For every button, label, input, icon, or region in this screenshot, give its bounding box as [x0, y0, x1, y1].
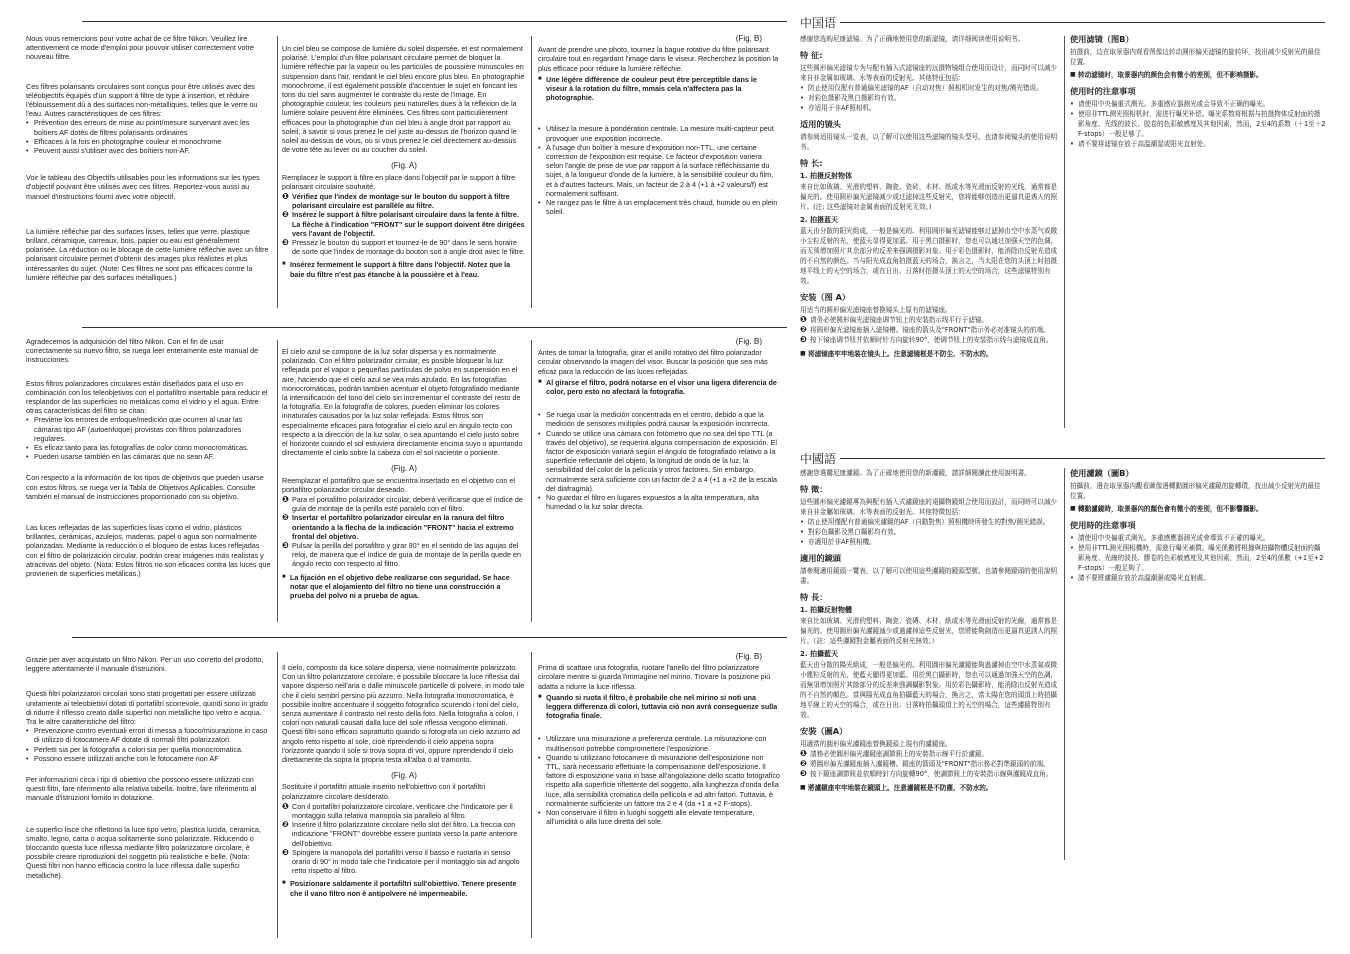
zht-char-heading: 特 長：: [800, 592, 828, 602]
divider-fr: [82, 21, 787, 22]
es-fig-a: (Fig. A): [391, 464, 417, 474]
zhs-mount: 用适当的圆形偏光滤镜座替换镜头上原有的滤镜座。: [800, 306, 952, 314]
fr-col-3: [538, 34, 780, 310]
es-mount-steps: [282, 495, 526, 569]
zhs-c2-heading: 2. 拍摄蓝天: [800, 216, 838, 224]
list-item: • Quando si utilizzano fotocamere di misurazione dell'esposizione non TTL, sarà necessario effettuare la compensazione dell'esposizione. Il fattore di esposizione varia in base all'angolazione dello scatto fotografico rispetto alla superficie riflettente del soggetto, alla lunghezza d'onda della luce, alla sensibilità cromatica della pellicola e ad altri fattori. Tuttavia, è normalmente sufficiente un fattore tra 2 e 4 (da +1 a +2 F-stops).: [546, 753, 780, 808]
zht-use-note: ■ 轉動濾鏡時，取景器內的顏色會有微小的差別，但不影響攝影。: [1070, 504, 1326, 514]
divider-es: [82, 327, 787, 328]
list-item: • 请不要将滤镜存放于高温潮湿或阳光直射处。: [1078, 139, 1326, 149]
list-item: ❶ Vérifiez que l'index de montage sur le bouton du support à filtre polarisant circulaire est parallèle au filtre.: [282, 192, 510, 211]
zht-c2: 藍天由分散的陽光組成，一般是偏光的。利用圓形偏光濾鏡能夠過濾掉由空中水蒸氣或微小塵粒反射的光，使藍天顯得更加藍。用於黑白攝影時，您也可以通過加強天空的色調，而無須增加照片其餘部分的反差來強調攝影對象。用於彩色攝影時，能消除由反射光造成的不自然的顏色。當與陽光成直角拍攝藍天的場合，換言之，當太陽在您的頭頂上時拍攝地平線上的天空的場合，或在日出、日落時拍攝頭頂上的天空的場合，這些濾鏡特別有效。: [800, 661, 1058, 719]
fr-use-note: ■ Une légère différence de couleur peut être perceptible dans le viseur à la rotation du filtre, mmais cela n'affectera pas la photographie.: [538, 75, 780, 103]
list-item: ❶ 請務必使圓形偏光濾鏡座調節鈕上的安裝指示線平行於濾鏡。: [800, 749, 989, 758]
es-desc: Estos filtros polarizadores circulares están diseñados para el uso en combinación con los teleobjetivos con el portafiltro insertable para reducir el resplandor de las superficies no metálicas como el vidrio y el agua. Entre otras características del filtro se citan:: [26, 378, 268, 416]
list-item: ❶ Con il portafiltri polarizzatore circolare, verificare che l'indicatore per il montaggio sulla relativa manopola sia parallelo al filtro.: [282, 801, 513, 821]
fr-features: [26, 118, 271, 155]
list-item: • Pueden usarse también en las cámaras que no sean AF.: [34, 452, 271, 461]
it-mount-note: ■ Posizionare saldamente il portafiltri sull'obiettivo. Tenere presente che il vano filtro non è antipolvere né impermeabile.: [282, 879, 526, 897]
es-use-note: ■ Al girarse el filtro, podrá notarse en el visor una ligera diferencia de color, pero esto no afectará la fotografía.: [538, 378, 780, 396]
fr-mount-steps: [282, 192, 526, 256]
zhs-col-1: [800, 34, 1058, 430]
it-sky: Il cielo, composto da luce solare dispersa, viene normalmente polarizzato. Con un filtro polarizzatore circolare, è possibile bloccare la luce riflessa dal vapore disperso nell'aria o dalle minuscole particelle di polvere, in modo tale che il cielo sembri persino più azzurro. Nella fotografia monocromatica, è possibile inoltre accentuare il soggetto fotografico scurendo i toni del cielo, senza aumentare il contrasto nel resto della foto. Nella fotografia a colori, i colori non naturali causati dalla luce del sole riflessa vengono eliminati. Questi filtri sono efficaci soprattutto quando si fotografa un cielo azzurro ad angolo retto rispetto al sole, cioè riprendendo il cielo appena sopra l'orizzonte quando il sole si trova sopra di voi, oppure riprendendo il cielo direttamente da sopra la propria testa all'alba o al tramonto.: [282, 663, 525, 765]
fr-fig-b: (Fig. B): [735, 34, 762, 43]
zhs-mount-note: ■ 将滤镜座牢牢地装在镜头上。注意滤镜框是不防尘、不防水的。: [800, 349, 1058, 359]
it-cautions: [538, 734, 780, 826]
it-use-intro: Prima di scattare una fotografia, ruotare l'anello del filtro polarizzatore circolare mentre si guarda l'immagine nel mirino. Trovare la posizione più adatta a ridurre la luce riflessa.: [538, 663, 771, 691]
fr-use-intro: Avant de prendre une photo, tournez la bague rotative du filtre polarisant circulaire tout en regardant l'image dans le viseur. Recherchez la position la plus efficace pour réduire la lumière réfléchie.: [538, 45, 779, 73]
list-item: • Non conservare il filtro in luoghi soggetti alle elevate temperature, all'umidità o alla luce diretta del sole.: [546, 808, 780, 826]
step-3-icon: ❸: [282, 238, 289, 248]
step-1-icon: ❶: [800, 749, 807, 758]
list-item: • Se ruega usar la medición concentrada en el centro, debido a que la medición de sensores múltiples podrá causar la exposición incorrecta.: [546, 410, 780, 428]
zht-c1: 來自比如玻璃、光滑的塑料、陶瓷、瓷磚、木材、紙或水等光滑面反射的光線，通常都是偏光的。使用圓形偏光濾鏡減少或過濾掉這些反射光，您將能夠創造出更逼真更誘人的照片。（註：這些濾鏡對金屬表面的反射光無效。）: [800, 617, 1058, 645]
step-3-icon: ❸: [800, 335, 807, 344]
zht-feat-list: [800, 517, 1058, 547]
list-item: • 請不要將濾鏡存放於高溫潮濕或陽光直射處。: [1078, 573, 1326, 583]
es-intro: Agradecemos la adquisición del filtro Nikon. Con el fin de usar correctamente su nuevo filtro, se ruega leer enteramente este manual de instrucciones.: [26, 337, 259, 365]
col-sep: [531, 36, 532, 308]
fr-cautions: [538, 124, 780, 216]
it-desc: Questi filtri polarizzatori circolari sono stati progettati per essere utilizzati unitamente ai teleobiettivi dotati di portafiltri scorrevole, quindi sono in grado di ridurre il riflesso creato dalle superfici non metalliche tipo vetro e acqua. Tra le altre caratteristiche del filtro:: [26, 689, 268, 727]
list-item: • Possono essere utilizzati anche con le fotocamere non AF: [34, 754, 271, 763]
list-item: • Efficaces à la fois en photographie couleur et monochrome: [34, 137, 271, 146]
col-sep: [277, 652, 278, 938]
es-lens-info: Con respecto a la información de los tipos de objetivos que pueden usarse con estos filtros, se ruega ver la Tabla de Objetivos Aplicables. Consulte también el manual de instrucciones proporcionado con su objetivo.: [26, 473, 264, 501]
it-use-note: ■ Quando si ruota il filtro, è probabile che nel mirino si noti una leggera differenza di colori, tuttavia ciò non avrà conseguenze sulla fotografia finale.: [538, 693, 780, 721]
step-1-icon: ❶: [282, 495, 289, 505]
zhs-use-note: ■ 转动滤镜时，取景器内的颜色会有微小的差别，但不影响摄影。: [1070, 70, 1326, 80]
it-fig-a: (Fig. A): [391, 771, 417, 781]
zht-feat: 這些圓形偏光濾鏡專為與配有插入式濾鏡座的遠攝物鏡組合使用而設計，而同時可以減少來自非金屬如玻璃、水等表面的反射光。其他特徵包括：: [800, 498, 1058, 516]
list-item: • 亦適用於非AF照相機。: [808, 537, 1058, 547]
step-3-icon: ❸: [800, 769, 807, 778]
es-reflection: Las luces reflejadas de las superficies lisas como el vidrio, plásticos brillantes, cerámicas, azulejos, maderas, papel o agua son normalmente polarizadas. Mediante la reducción o el bloqueo de estas luces reflejadas con el filtro de polarización circular, podrán crear imágenes más realistas y atractivas del objeto. (Nota: Estos filtros no son eficaces contra las luces que provienen de superficies metálicas.): [26, 523, 271, 579]
list-item: • 亦适用于非AF照相机。: [808, 103, 1058, 113]
zhs-feat: 这些圆形偏光滤镜专为与配有插入式滤镜座的远摄物镜组合使用而设计，而同时可以减少来自非金属如玻璃、水等表面的反射光。其他特征包括：: [800, 64, 1058, 82]
zhs-c1: 来自比如玻璃、光滑的塑料、陶瓷、瓷砖、木材、纸或水等光滑面反射的光线，通常都是偏光的。使用圆形偏光滤镜减少或过滤掉这些反射光，您将能够创造出更逼真更诱人的照片。(注: 这些滤镜对金属表面的反射光无效。): [800, 183, 1058, 211]
es-col-1: [26, 337, 271, 622]
it-intro: Grazie per aver acquistato un filtro Nikon. Per un uso corretto del prodotto, leggere attentamente il manuale d'istruzioni.: [26, 655, 264, 674]
it-lens-info: Per informazioni circa i tipi di obiettivo che possono essere utilizzati con questi filtri, fare riferimento alla relativa tabella. Inoltre, fare riferimento al manuale d'istruzioni fornito in dotazione.: [26, 775, 257, 803]
zht-mount-steps: [800, 749, 1058, 779]
list-item: • Es eficaz tanto para las fotografías de color como monocromáticas.: [34, 443, 271, 452]
zht-col-1: [800, 468, 1058, 864]
list-item: • Utilisez la mesure à pondération centrale. La mesure multi-capteur peut provoquer une exposition incorrecte.: [546, 124, 780, 142]
zhs-lens-heading: 适用的镜头: [800, 119, 841, 129]
col-sep: [277, 340, 278, 622]
step-2-icon: ❷: [800, 759, 807, 768]
list-item: ❷ Insérez le support à filtre polarisant circulaire dans la fente à filtre. La flèche à l'indication "FRONT" sur le support doivent être dirigées vers l'avant de l'objectif.: [282, 210, 525, 238]
it-mount-steps: [282, 802, 526, 876]
col-sep: [531, 340, 532, 622]
it-reflection: Le superfici lisce che riflettono la luce tipo vetro, plastica lucida, ceramica, smalto, legno, carta o acqua solitamente sono polarizzate. Riducendo o bloccando questa luce riflessa mediante filtro polarizzatore circolare, è possibile creare riproduzioni del soggetto più realistiche e belle. (Nota: Questi filtri non hanno efficacia contro la luce riflessa dalle superfici metalliche).: [26, 824, 261, 880]
zhs-c1-heading: 1. 拍摄反射物体: [800, 172, 852, 180]
list-item: ❷ 將圓形偏光濾鏡座插入濾鏡槽。鏡座的箭頭及"FRONT"指示務必對準鏡頭的前端。: [800, 759, 1050, 768]
step-3-icon: ❸: [282, 541, 289, 551]
es-sky: El cielo azul se compone de la luz solar dispersa y es normalmente polarizado. Con el filtro polarizador circular, es posible bloquear la luz reflejada por el vapor o pequeñas partículas de polvo en suspensión en el aire, haciendo que el cielo azul se vea más azulado. En las fotografías monocromáticas, podrán también acentuar el objeto fotografiado mediante la intensificación del tono del cielo sin incrementar el contraste del resto de la fotografía. En la fotografía de colores, pueden eliminar los colores innaturales causados por la luz solar reflejada. Estos filtros son especialmente eficaces para fotografiar el cielo azul en ángulo recto con respecto a la dirección de la luz solar, o sea apuntando el cielo justo sobre el horizonte cuando el sol estuviera directamente encima suyo o apuntando directamente el cielo sobre la cabeza con el sol naciente o poniente.: [282, 347, 523, 458]
es-fig-b: (Fig. B): [735, 337, 762, 346]
zhs-caut-list: [1070, 99, 1326, 149]
list-item: • Utilizzare una misurazione a preferenza centrale. La misurazione con multisensori potrebbe compromettere l'esposizione.: [546, 734, 780, 752]
col-sep: [1064, 468, 1065, 860]
list-item: • Perfetti sia per la fotografia a colori sia per quella monocromatica.: [34, 745, 271, 754]
list-item: • 请使用中央偏重式测光。多重感应器测光或会导致不正确的曝光。: [1078, 99, 1326, 109]
list-item: ❷ 将圆形偏光滤镜座插入滤镜槽。镜座的箭头及"FRONT"指示务必对准镜头的前端。: [800, 325, 1050, 334]
list-item: • 使用非TTL測光照相機時，需進行曝光補償。曝光係數將根據與拍攝物體反射面的攝影角度、光線的波長、膠卷的色彩敏感度及其他因素，然而，2至4的係數（+1至+2 F-stops）一般足夠了。: [1078, 543, 1326, 573]
list-item: • 防止使用仅配有普通偏光滤镜的AF（自动对焦）照相机时发生的对焦/测光错误。: [808, 83, 1058, 93]
fr-col-2: [282, 44, 526, 310]
zhs-use: 拍摄前，边在取景器内观看图像边转动圆形偏光滤镜的旋转环，找出减少反射光的最佳位置。: [1070, 48, 1321, 66]
list-item: ❷ Insertar el portafiltro polarizador circular en la ranura del filtro orientando a la flecha de la indicación "FRONT" hacia el extremo frontal del objetivo.: [282, 513, 514, 541]
list-item: • Prevenzione contro eventuali errori di messa a fuoco/misurazione in caso di utilizzo di fotocamere AF dotate di normali filtri polarizzatori.: [34, 726, 271, 744]
divider-zhs: [840, 22, 1325, 23]
it-fig-b: (Fig. B): [735, 652, 762, 661]
list-item: ❷ Inserire il filtro polarizzatore circolare nello slot del filtro. La freccia con indicazione "FRONT" dovrebbe essere puntata verso la parte anteriore dell'obiettivo.: [282, 820, 518, 848]
list-item: • Peuvent aussi s'utiliser avec des boîtiers non-AF.: [34, 146, 271, 155]
divider-zht: [840, 458, 1325, 459]
fr-sky: Un ciel bleu se compose de lumière du soleil dispersée, et est normalement polarisé. L'emploi d'un filtre polarisant circulaire permet de bloquer la lumière réfléchie par la vapeur ou les particules de poussière minuscules en suspension dans l'air, rendant le ciel bleu encore plus bleu. En photographie monochrome, il est également possible d'accentuer le sujet en foncant les tons du ciel sans augmenter le contraste du reste de l'image. En photographie couleur, les couleurs peu naturelles dues à la réflexion de la lumière solaire peuvent être éliminées. Ces filtres sont particulièrement efficaces pour la photographie d'un ciel bleu à angle droit par rapport au soleil, à savoir si vous prenez le ciel juste au-dessus de l'horizon quand le soleil au-dessus de vous, ou si vous prenez le ciel directement au-dessus de votre tête au lever ou au coucher du soleil.: [282, 44, 525, 155]
it-col-1: [26, 655, 271, 940]
fr-col-1: [26, 34, 271, 308]
list-item: • 對彩色攝影及黑白攝影均有效。: [808, 527, 1058, 537]
es-col-3: [538, 337, 780, 622]
list-item: • No guardar el filtro en lugares expuestos a la alta temperatura, alta humedad o la luz solar directa.: [546, 493, 780, 511]
zht-c1-heading: 1. 拍攝反射物體: [800, 606, 852, 614]
step-1-icon: ❶: [282, 801, 289, 811]
zhs-mount-steps: [800, 315, 1058, 345]
zhs-col-2: [1070, 34, 1326, 430]
es-features: [26, 415, 271, 461]
col-sep: [1064, 36, 1065, 428]
step-3-icon: ❸: [282, 847, 289, 857]
es-use-intro: Antes de tomar la fotografía, girar el anillo rotativo del filtro polarizador circular observando la imagen del visor. Buscar la posición que sea más eficaz para la reducción de las luces reflejadas.: [538, 348, 768, 376]
it-col-3: [538, 652, 780, 940]
zhs-feat-heading: 特 征:: [800, 50, 823, 60]
it-features: [26, 726, 271, 763]
list-item: • Ne rangez pas le filtre à un emplacement très chaud, humide ou en plein soleil.: [546, 198, 780, 216]
zht-use: 拍攝前，邊在取景器內觀看圖像邊轉動圓形偏光濾鏡的旋轉環，找出減少反射光的最佳位置。: [1070, 482, 1321, 500]
zhs-c2: 蓝天由分散的阳光组成，一般是偏光的。利用圆形偏光滤镜能够过滤掉由空中水蒸气或微小尘粒反射的光，使蓝天显得更加蓝。用于黑白摄影时，您也可以通过加强天空的色调，而无须增加照片其余部分的反差来强调摄影对象。用于彩色摄影时，能消除由反射光造成的不自然的颜色。当与阳光成直角拍摄蓝天的场合，换言之，当太阳在您的头顶上时拍摄地平线上的天空的场合，或在日出、日落时拍摄头顶上的天空的场合，这些滤镜特别有效。: [800, 227, 1058, 285]
step-2-icon: ❷: [800, 325, 807, 334]
list-item: • Prévention des erreurs de mise au point/mesure survenant avec les boîtiers AF dotés de filtres polarisants ordinaires: [34, 118, 271, 136]
es-cautions: [538, 410, 780, 511]
fr-lens-info: Voir le tableau des Objectifs utilisables pour les informations sur les types d'objectif pouvant être utilisés avec ces filtres. Reportez-vous aussi au manuel d'instructions fourni avec votre objectif.: [26, 173, 260, 201]
zht-lens-heading: 適用的鏡頭: [800, 553, 841, 563]
zhs-feat-list: [800, 83, 1058, 113]
zht-caut-heading: 使用時的注意事項: [1070, 520, 1136, 530]
zht-c2-heading: 2. 拍攝藍天: [800, 650, 838, 658]
zht-mount: 用適當的圓形偏光濾鏡座替換鏡頭上現有的濾鏡座。: [800, 740, 952, 748]
fr-mount-note: ■ Insérez fermement le support à filtre dans l'objectif. Notez que la baie du filtre n'est pas étanche à la poussière et à l'eau.: [282, 260, 526, 278]
list-item: ❸ 按下鏡座調節鈕並依順時針方向旋轉90°，使調節鈕上的安裝指示線與濾鏡成直角。: [800, 769, 1053, 778]
list-item: • Previene los errores de enfoque/medición que ocurren al usar las cámaras tipo AF (autoenfoque) provistas con filtros polarizadores regulares.: [34, 415, 271, 443]
list-item: ❸ 按下镜座调节钮并依顺时针方向旋转90°，使调节钮上的安装指示线与滤镜成直角。: [800, 335, 1053, 344]
fr-reflection: La lumière réfléchie par des surfaces lisses, telles que verre, plastique brillant, céramique, carreaux, bois, papier ou eau est généralement polarisée. La réduction ou le blocage de cette lumière réfléchie avec un filtre polarisant circulaire permet d'obtenir des images plus réalistes et plus intéressantes du sujet. (Note: Ces filtres ne sont pas efficaces contre la lumière réfléchie par des surfaces métalliques.): [26, 226, 269, 282]
fr-fig-a: (Fig. A): [391, 161, 417, 171]
step-2-icon: ❷: [282, 210, 289, 220]
es-mount-intro: Reemplazar el portafiltro que se encuentra insertado en el objetivo con el portafiltro polarizador circular deseado.: [282, 475, 515, 494]
step-2-icon: ❷: [282, 513, 289, 523]
fr-desc: Ces filtres polarisants circulaires sont conçus pour être utilisés avec des téléobjectifs équipés d'un support à filtre de type à insertion, et réduire l'éblouissement dû à des surfaces non-métalliques, telles que le verre ou l'eau. Autres caractéristiques de ces filtres:: [26, 81, 258, 119]
it-col-2: [282, 663, 526, 940]
list-item: ❸ Pressez le bouton du support et tournez-le de 90° dans le sens horaire de sorte que l'index de montage du bouton soit à angle droit avec le filtre.: [282, 238, 526, 257]
divider-it: [72, 637, 787, 638]
zht-use-heading: 使用濾鏡（圖B）: [1070, 468, 1134, 478]
list-item: ❶ Para el portafiltro polarizador circular, deberá verificarse que el índice de guía de montaje de la perilla esté paralelo con el filtro.: [282, 495, 523, 514]
list-item: • Cuando se utilice una cámara con fotómetro que no sea del tipo TTL (a través del objetivo), se requerirá alguna compensación de exposición. El factor de exposición variará según el ángulo de fotografiado relativo a la superficie reflectante del objeto, la longitud de onda de la luz, la sensibilidad del color de la película y otros factores. Sin embargo, normalmente será suficiente con un factor de 2 a 4 (+1 a +2 de la escala del diafragma).: [546, 429, 780, 493]
list-item: • A l'usage d'un boîtier à mesure d'exposition non-TTL, une certaine correction de l'exposition est requise. Le facteur d'exposition variera selon l'angle de prise de vue par rapport à la surface réfléchissante du sujet, à la longueur d'onde de la lumière, à la sensibilité couleur du film, et à d'autres facteurs. Mais, un facteur de 2 à 4 (+1 à +2 valeurs/f) est normalement suffisant.: [546, 143, 780, 198]
list-item: • 使用非TTL测光照相机时，需进行曝光补偿。曝光系数将根据与拍摄物体反射面的摄影角度、光线的波长、胶卷的色彩敏感度及其他因素，然而，2至4的系数（＋1至＋2 F-stops）一般足够了。: [1078, 109, 1326, 139]
zhs-use-heading: 使用滤镜（图B）: [1070, 34, 1134, 44]
fr-mount-intro: Remplacez le support à filtre en place dans l'objectif par le support à filtre polarisant circulaire souhaité.: [282, 172, 516, 191]
zhs-lens: 请参阅适用镜头一览表，以了解可以使用这些滤镜的镜头型号。也请参阅镜头的使用说明书。: [800, 133, 1058, 151]
col-sep: [277, 36, 278, 308]
zht-intro: 感謝您選購尼康濾鏡。為了正確地使用您的新濾鏡，請詳細閱讀此使用說明書。: [800, 469, 1031, 477]
step-2-icon: ❷: [282, 820, 289, 830]
fr-intro: Nous vous remercions pour votre achat de ce filtre Nikon. Veuillez lire attentivement ce mode d'emploi pour pouvoir utiliser correctement votre nouveau filtre.: [26, 34, 254, 62]
es-col-2: [282, 347, 526, 622]
list-item: • 請使用中央偏重式測光。多重感應器測光或會導致不正確的曝光。: [1078, 533, 1326, 543]
zht-title: 中國語: [800, 452, 837, 466]
zhs-char-heading: 特 长:: [800, 158, 823, 168]
list-item: ❸ Pulsar la perilla del portafiltro y girar 90° en el sentido de las agujas del reloj, de manera que el índice de guía de montaje de la perilla quede en ángulo recto con respecto al filtro.: [282, 541, 521, 569]
zht-mount-heading: 安裝（圖A）: [800, 726, 848, 736]
zhs-mount-heading: 安装（图 A）: [800, 292, 851, 302]
es-mount-note: ■ La fijación en el objetivo debe realizarse con seguridad. Se hace notar que el alojamiento del filtro no tiene una construcción a prueba del polvo ni a prueba de agua.: [282, 573, 526, 601]
list-item: ❶ 请务必使圆形偏光滤镜座调节钮上的安装指示线平行于滤镜。: [800, 315, 989, 324]
zhs-intro: 感谢您选购尼康滤镜。为了正确地使用您的新滤镜，请详细阅读使用说明书。: [800, 35, 1025, 43]
col-sep: [531, 652, 532, 938]
zht-feat-heading: 特 徵：: [800, 484, 828, 494]
zht-lens: 請參閱適用鏡頭一覽表，以了解可以使用這些濾鏡的鏡頭型號。也請參閱鏡頭的使用說明書。: [800, 567, 1058, 585]
zht-caut-list: [1070, 533, 1326, 583]
list-item: • 防止使用僅配有普通偏光濾鏡的AF（自動對焦）照相機時所發生的對焦/測光錯誤。: [808, 517, 1058, 527]
step-1-icon: ❶: [800, 315, 807, 324]
zht-col-2: [1070, 468, 1326, 864]
step-1-icon: ❶: [282, 192, 289, 202]
list-item: • 对彩色摄影及黑白摄影均有效。: [808, 93, 1058, 103]
zhs-title: 中国语: [800, 16, 837, 30]
zhs-caut-heading: 使用时的注意事项: [1070, 86, 1136, 96]
zht-mount-note: ■ 將濾鏡座牢牢地裝在鏡頭上。注意濾鏡框是不防塵、不防水的。: [800, 783, 1058, 793]
list-item: ❸ Spingere la manopola del portafiltri verso il basso e ruotarla in senso orario di 90° in modo tale che l'indicatore per il montaggio sia ad angolo retto rispetto al filtro.: [282, 847, 520, 876]
it-mount-intro: Sostituire il portafiltri attuale inserito nell'obiettivo con il portafiltri polarizzatore circolare desiderato.: [282, 782, 486, 801]
